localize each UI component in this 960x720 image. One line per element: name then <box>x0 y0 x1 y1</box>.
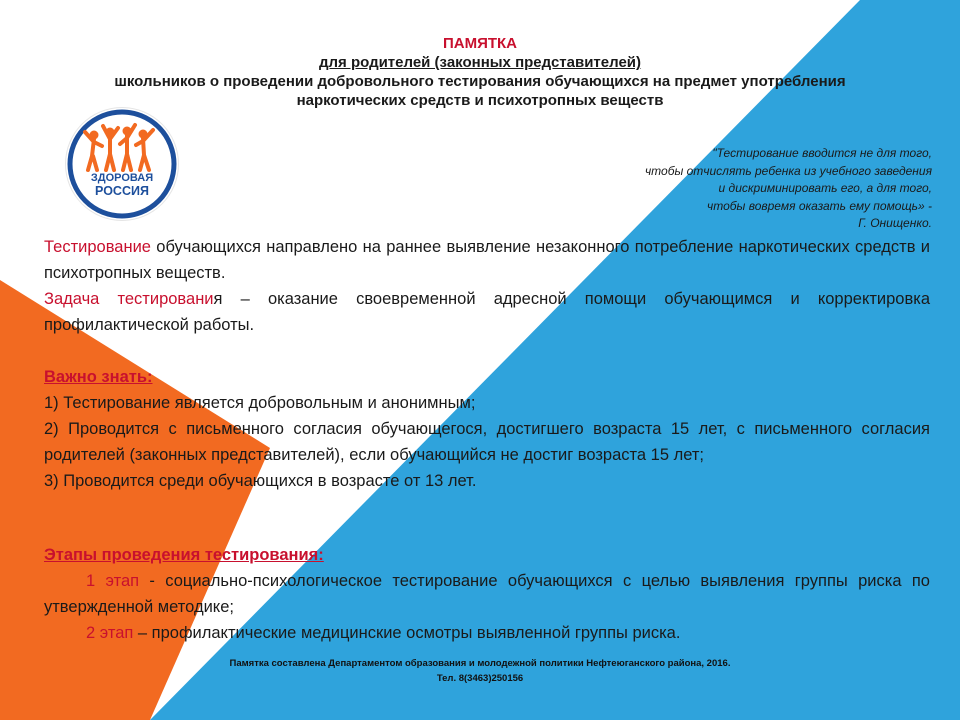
intro-paragraph-1 <box>44 234 930 286</box>
quote-line: "Тестирование вводится не для того, <box>712 146 932 160</box>
stage-2 <box>44 620 930 646</box>
quote-line: и дискриминировать его, а для того, <box>718 181 932 195</box>
footer-line-1: Памятка составлена Департаментом образования и молодежной политики Нефтеюганского района, 2016. <box>229 658 731 669</box>
people-figures-icon <box>66 108 178 220</box>
important-section <box>44 364 930 494</box>
header <box>0 34 960 110</box>
logo-text-line2: РОССИЯ <box>95 184 149 198</box>
term-task-suffix: я <box>213 290 223 308</box>
footer-phone: Тел. 8(3463)250156 <box>436 673 524 684</box>
term-task: Задача тестировани <box>44 290 214 308</box>
stage-2-text: – профилактические медицинские осмотры выявленной группы риска. <box>133 624 681 642</box>
stage-1-text: - социально-психологическое тестирование обучающихся с целью выявления группы риска по утвержденной методике; <box>44 572 930 616</box>
header-subtitle: для родителей (законных представителей) <box>318 54 642 71</box>
important-heading: Важно знать: <box>44 368 153 386</box>
term-testing: Тестирование <box>44 238 151 256</box>
intro-section <box>44 234 930 338</box>
quote-block <box>572 145 932 233</box>
important-item-1: 1) Тестирование является добровольным и анонимным; <box>44 394 476 412</box>
logo-text-line1: ЗДОРОВАЯ <box>90 172 154 184</box>
header-line-4: наркотических средств и психотропных веществ <box>296 92 664 109</box>
important-item-2: 2) Проводится с письменного согласия обучающегося, достигшего возраста 15 лет, с письменного согласия родителей (законных представителей), если обучающийся не достиг возраста 15 лет; <box>44 420 930 464</box>
important-item-3: 3) Проводится среди обучающихся в возрасте от 13 лет. <box>44 472 477 490</box>
stage-1-label: 1 этап <box>86 572 140 590</box>
quote-line: чтобы отчислять ребенка из учебного заведения <box>644 163 932 178</box>
stages-heading: Этапы проведения тестирования: <box>44 546 324 564</box>
page-title: ПАМЯТКА <box>442 35 518 52</box>
stage-2-label: 2 этап <box>86 624 134 642</box>
quote-line: чтобы вовремя оказать ему помощь» - <box>707 198 932 213</box>
intro-text-1: обучающихся направлено на раннее выявление незаконного потребление наркотических средств и психотропных веществ. <box>44 238 930 282</box>
stage-1 <box>44 568 930 620</box>
intro-paragraph-2 <box>44 286 930 338</box>
header-line-3: школьников о проведении добровольного тестирования обучающихся на предмет употребления <box>114 73 846 90</box>
quote-author: Г. Онищенко. <box>858 216 932 230</box>
stages-section <box>44 542 930 646</box>
zdorovaya-rossiya-logo <box>66 108 178 220</box>
footer <box>0 656 960 686</box>
intro-text-2: – оказание своевременной адресной помощи обучающимся и корректировка профилактической работы. <box>44 290 930 334</box>
